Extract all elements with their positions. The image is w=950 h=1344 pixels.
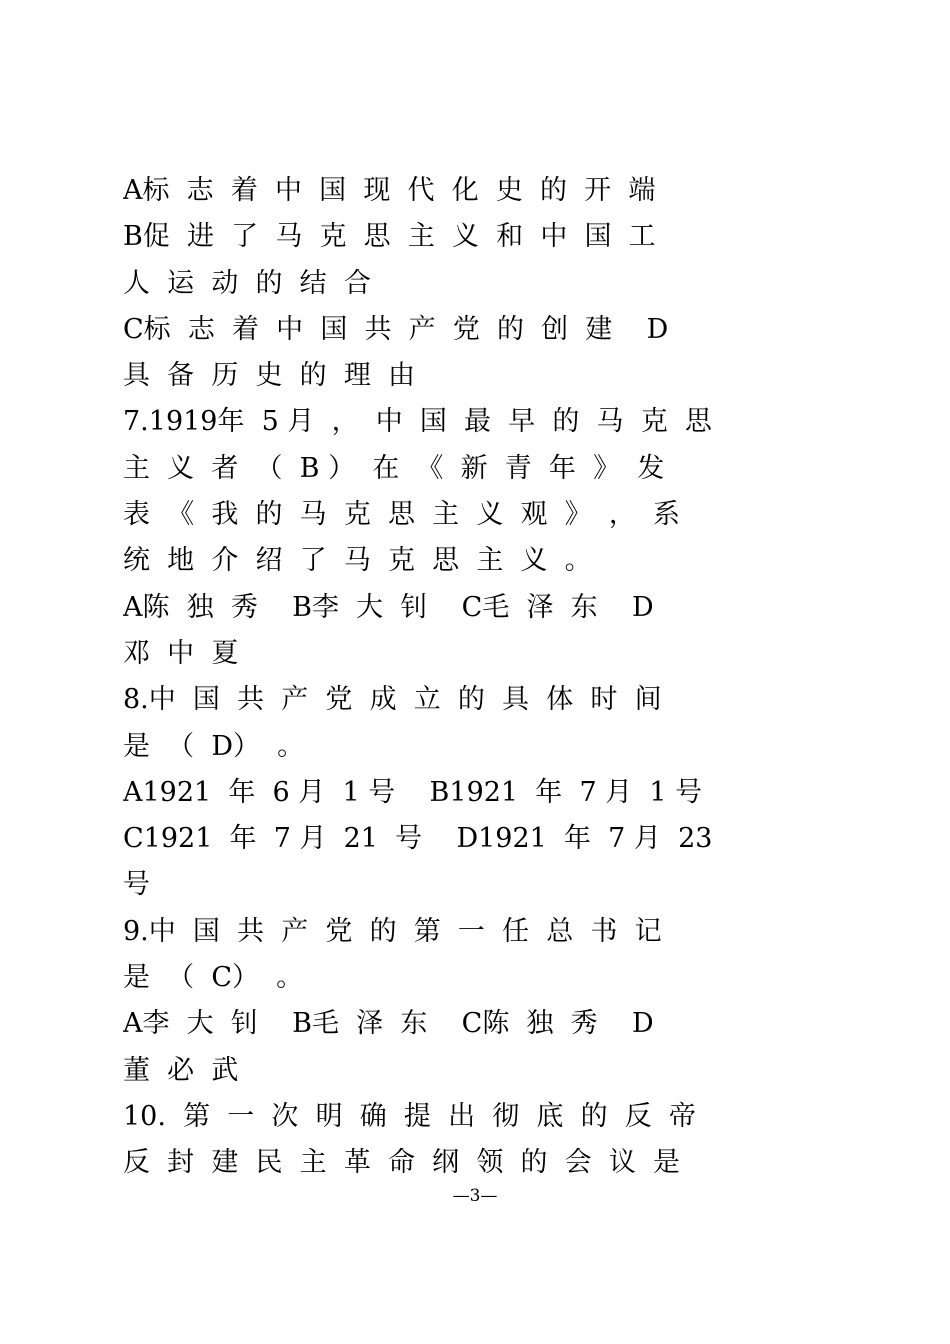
question-10-line: 10. 第 一 次 明 确 提 出 彻 底 的 反 帝 [123,1100,696,1132]
question-9-line: 9.中 国 共 产 党 的 第 一 任 总 书 记 [123,915,662,947]
text-line: B促 进 了 马 克 思 主 义 和 中 国 工 [123,221,656,253]
page-number: —3— [452,1186,498,1206]
question-8-line: 8.中 国 共 产 党 成 立 的 具 体 时 间 [123,684,662,716]
text-line: 是 （ D） 。 [123,730,305,762]
text-line: 具 备 历 史 的 理 由 [123,360,415,392]
text-line: 董 必 武 [123,1054,239,1086]
answer-options-line: A陈 独 秀 B李 大 钊 C毛 泽 东 D [123,591,654,623]
answer-options-line: C1921 年 7 月 21 号 D1921 年 7 月 23 [123,823,713,855]
text-line: 反 封 建 民 主 革 命 纲 领 的 会 议 是 [123,1147,680,1179]
text-line: 邓 中 夏 [123,637,239,669]
question-7-line: 7.1919年 5 月 ， 中 国 最 早 的 马 克 思 [123,406,712,438]
text-line: C标 志 着 中 国 共 产 党 的 创 建 D [123,313,669,345]
text-line: 是 （ C） 。 [123,962,304,994]
text-line: A标 志 着 中 国 现 代 化 史 的 开 端 [123,175,656,206]
text-line: 号 [123,869,150,901]
answer-options-line: A李 大 钊 B毛 泽 东 C陈 独 秀 D [123,1008,654,1040]
text-line: 主 义 者 （ B ） 在 《 新 青 年 》 发 [123,452,665,484]
question-text-block [123,168,833,1187]
text-line: 表 《 我 的 马 克 思 主 义 观 》 ， 系 [123,499,680,531]
answer-options-line: A1921 年 6 月 1 号 B1921 年 7 月 1 号 [123,776,703,808]
text-line: 人 运 动 的 结 合 [123,267,371,299]
text-line: 统 地 介 绍 了 马 克 思 主 义 。 [123,545,592,577]
